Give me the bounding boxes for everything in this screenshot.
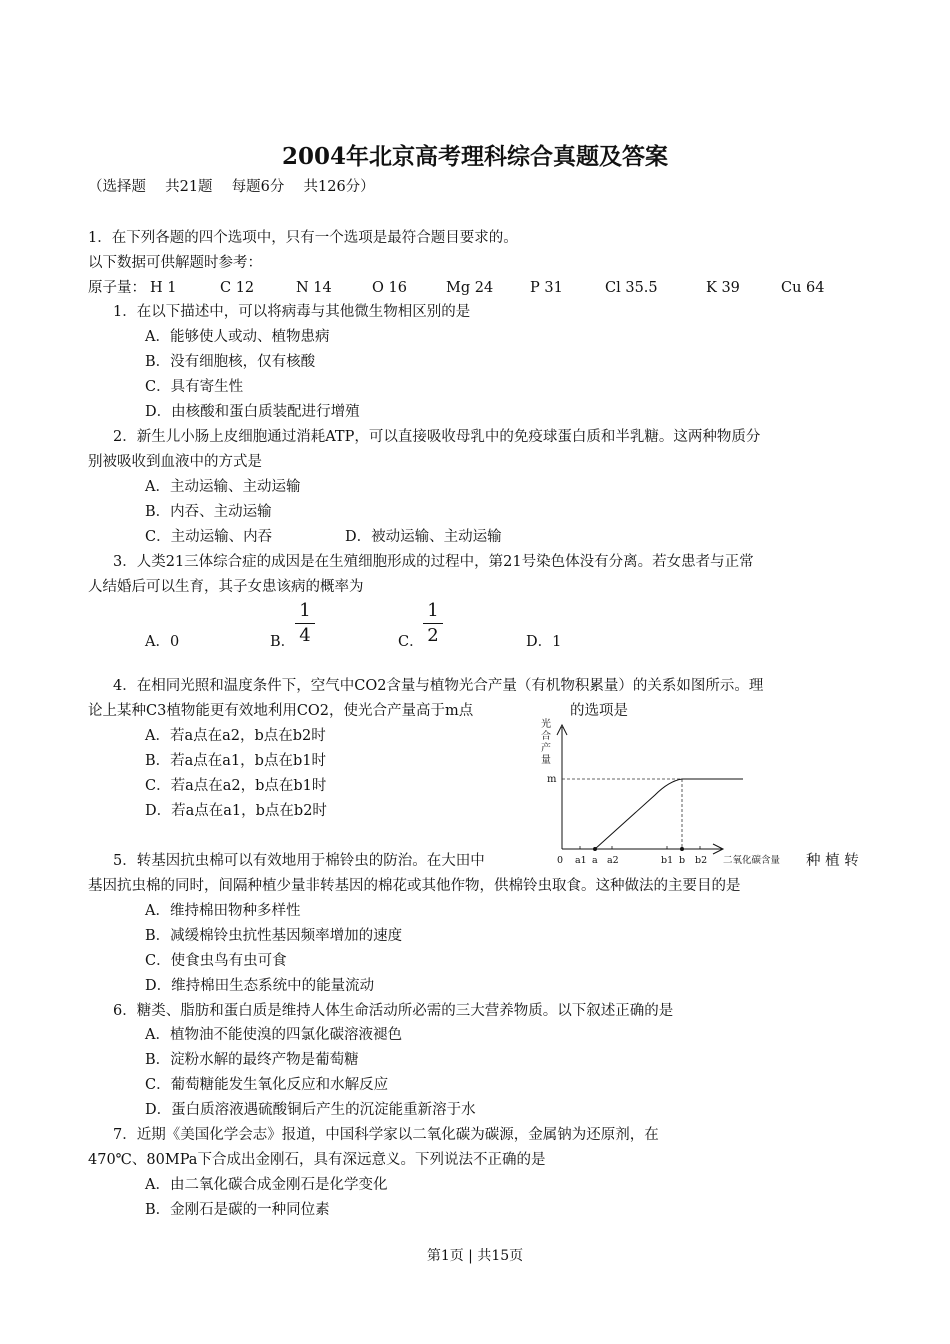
fraction-one-half bbox=[423, 601, 443, 646]
y-axis-label-char: 量 bbox=[541, 755, 551, 766]
x-axis-label: 二氧化碳含量 bbox=[723, 855, 781, 866]
tick-label-b2: b2 bbox=[695, 855, 708, 866]
fraction-numerator: 1 bbox=[427, 600, 439, 621]
question-4-option-a: A．若a点在a2，b点在b2时 bbox=[145, 728, 326, 744]
question-6-option-d: D．蛋白质溶液遇硫酸铜后产生的沉淀能重新溶于水 bbox=[145, 1102, 476, 1118]
question-2-stem: 2．新生儿小肠上皮细胞通过消耗ATP，可以直接吸收母乳中的免疫球蛋白质和半乳糖。这两种物质分 bbox=[113, 429, 761, 445]
question-5-stem-end: 种 植 转 bbox=[806, 853, 859, 869]
atomic-mass-p: P 31 bbox=[530, 280, 563, 296]
question-4-option-b: B．若a点在a1，b点在b1时 bbox=[145, 753, 326, 769]
question-2-stem-cont: 别被吸收到血液中的方式是 bbox=[88, 454, 262, 470]
exam-subtitle: （选择题 共21题 每题6分 共126分） bbox=[88, 179, 375, 195]
question-6-stem: 6．糖类、脂肪和蛋白质是维持人体生命活动所必需的三大营养物质。以下叙述正确的是 bbox=[113, 1003, 674, 1019]
question-4-stem-end: 的选项是 bbox=[570, 703, 628, 719]
atomic-mass-c: C 12 bbox=[220, 280, 255, 296]
question-4-option-d: D．若a点在a1，b点在b2时 bbox=[145, 803, 327, 819]
question-7-option-a: A．由二氧化碳合成金刚石是化学变化 bbox=[145, 1177, 388, 1193]
tick-label-a: a bbox=[592, 855, 598, 866]
question-3-stem-cont: 人结婚后可以生育，其子女患该病的概率为 bbox=[88, 579, 364, 595]
tick-label-a1: a1 bbox=[575, 855, 587, 866]
question-1-option-b: B．没有细胞核，仅有核酸 bbox=[145, 354, 316, 370]
m-level-label: m bbox=[547, 774, 557, 785]
co2-photosynthesis-figure bbox=[535, 715, 800, 870]
origin-label: 0 bbox=[557, 855, 564, 866]
yield-curve bbox=[595, 779, 743, 849]
fraction-denominator: 2 bbox=[427, 625, 439, 646]
y-axis-label-char: 合 bbox=[541, 731, 551, 742]
y-axis-label-char: 产 bbox=[541, 743, 551, 754]
atomic-mass-cu: Cu 64 bbox=[781, 280, 825, 296]
tick-label-a2: a2 bbox=[607, 855, 619, 866]
tick-label-b1: b1 bbox=[661, 855, 674, 866]
question-2-option-d: D．被动运输、主动运输 bbox=[345, 529, 502, 545]
atomic-mass-h: H 1 bbox=[150, 280, 177, 296]
atomic-mass-o: O 16 bbox=[372, 280, 407, 296]
question-3-stem: 3．人类21三体综合症的成因是在生殖细胞形成的过程中，第21号染色体没有分离。若女患者与正常 bbox=[113, 554, 754, 570]
question-5-option-c: C．使食虫鸟有虫可食 bbox=[145, 953, 287, 969]
question-1-option-c: C．具有寄生性 bbox=[145, 379, 244, 395]
question-5-option-a: A．维持棉田物种多样性 bbox=[145, 903, 301, 919]
question-6-option-b: B．淀粉水解的最终产物是葡萄糖 bbox=[145, 1052, 359, 1068]
instructions-line: 1．在下列各题的四个选项中，只有一个选项是最符合题目要求的。 bbox=[88, 230, 518, 246]
instructions-line: 以下数据可供解题时参考： bbox=[88, 255, 262, 271]
fraction-numerator: 1 bbox=[299, 600, 311, 621]
atomic-mass-label: 原子量： bbox=[88, 280, 146, 296]
question-4-stem-cont: 论上某种C3植物能更有效地利用CO2，使光合产量高于m点 bbox=[88, 703, 474, 719]
question-5-stem: 5．转基因抗虫棉可以有效地用于棉铃虫的防治。在大田中 bbox=[113, 853, 485, 869]
point-b bbox=[680, 847, 684, 851]
question-5-option-d: D．维持棉田生态系统中的能量流动 bbox=[145, 978, 375, 994]
atomic-mass-k: K 39 bbox=[706, 280, 740, 296]
question-6-option-a: A．植物油不能使溴的四氯化碳溶液褪色 bbox=[145, 1027, 402, 1043]
question-4-option-c: C．若a点在a2，b点在b1时 bbox=[145, 778, 327, 794]
question-2-option-b: B．内吞、主动运输 bbox=[145, 504, 272, 520]
tick-label-b: b bbox=[679, 855, 686, 866]
question-3-option-b: B． bbox=[270, 634, 296, 650]
question-7-stem: 7．近期《美国化学会志》报道，中国科学家以二氧化碳为碳源，金属钠为还原剂，在 bbox=[113, 1127, 659, 1143]
page-title: 2004年北京高考理科综合真题及答案 bbox=[281, 143, 668, 170]
question-3-option-c: C． bbox=[398, 634, 424, 650]
fraction-denominator: 4 bbox=[299, 625, 311, 646]
question-7-stem-cont: 470℃、80MPa下合成出金刚石，具有深远意义。下列说法不正确的是 bbox=[88, 1152, 546, 1168]
question-3-option-d: D．1 bbox=[526, 634, 562, 650]
fraction-bar bbox=[423, 623, 443, 624]
fraction-one-quarter bbox=[295, 601, 315, 646]
atomic-mass-n: N 14 bbox=[296, 280, 332, 296]
page-footer: 第1页 | 共15页 bbox=[426, 1248, 524, 1264]
question-5-stem-cont: 基因抗虫棉的同时，间隔种植少量非转基因的棉花或其他作物，供棉铃虫取食。这种做法的主要目的是 bbox=[88, 878, 741, 894]
question-7-option-b: B．金刚石是碳的一种同位素 bbox=[145, 1202, 330, 1218]
point-a bbox=[593, 847, 597, 851]
question-5-option-b: B．减缓棉铃虫抗性基因频率增加的速度 bbox=[145, 928, 403, 944]
question-6-option-c: C．葡萄糖能发生氧化反应和水解反应 bbox=[145, 1077, 389, 1093]
question-3-option-a: A．0 bbox=[145, 634, 180, 650]
question-1-option-d: D．由核酸和蛋白质装配进行增殖 bbox=[145, 404, 360, 420]
question-1-option-a: A．能够使人或动、植物患病 bbox=[145, 329, 330, 345]
question-2-option-c: C．主动运输、内吞 bbox=[145, 529, 273, 545]
question-2-option-a: A．主动运输、主动运输 bbox=[145, 479, 301, 495]
atomic-mass-cl: Cl 35.5 bbox=[605, 280, 658, 296]
y-axis-label-char: 光 bbox=[541, 719, 551, 730]
question-4-stem: 4．在相同光照和温度条件下，空气中CO2含量与植物光合产量（有机物积累量）的关系如图所示。理 bbox=[113, 678, 764, 694]
question-1-stem: 1．在以下描述中，可以将病毒与其他微生物相区别的是 bbox=[113, 304, 471, 320]
atomic-mass-mg: Mg 24 bbox=[446, 280, 494, 296]
fraction-bar bbox=[295, 623, 315, 624]
